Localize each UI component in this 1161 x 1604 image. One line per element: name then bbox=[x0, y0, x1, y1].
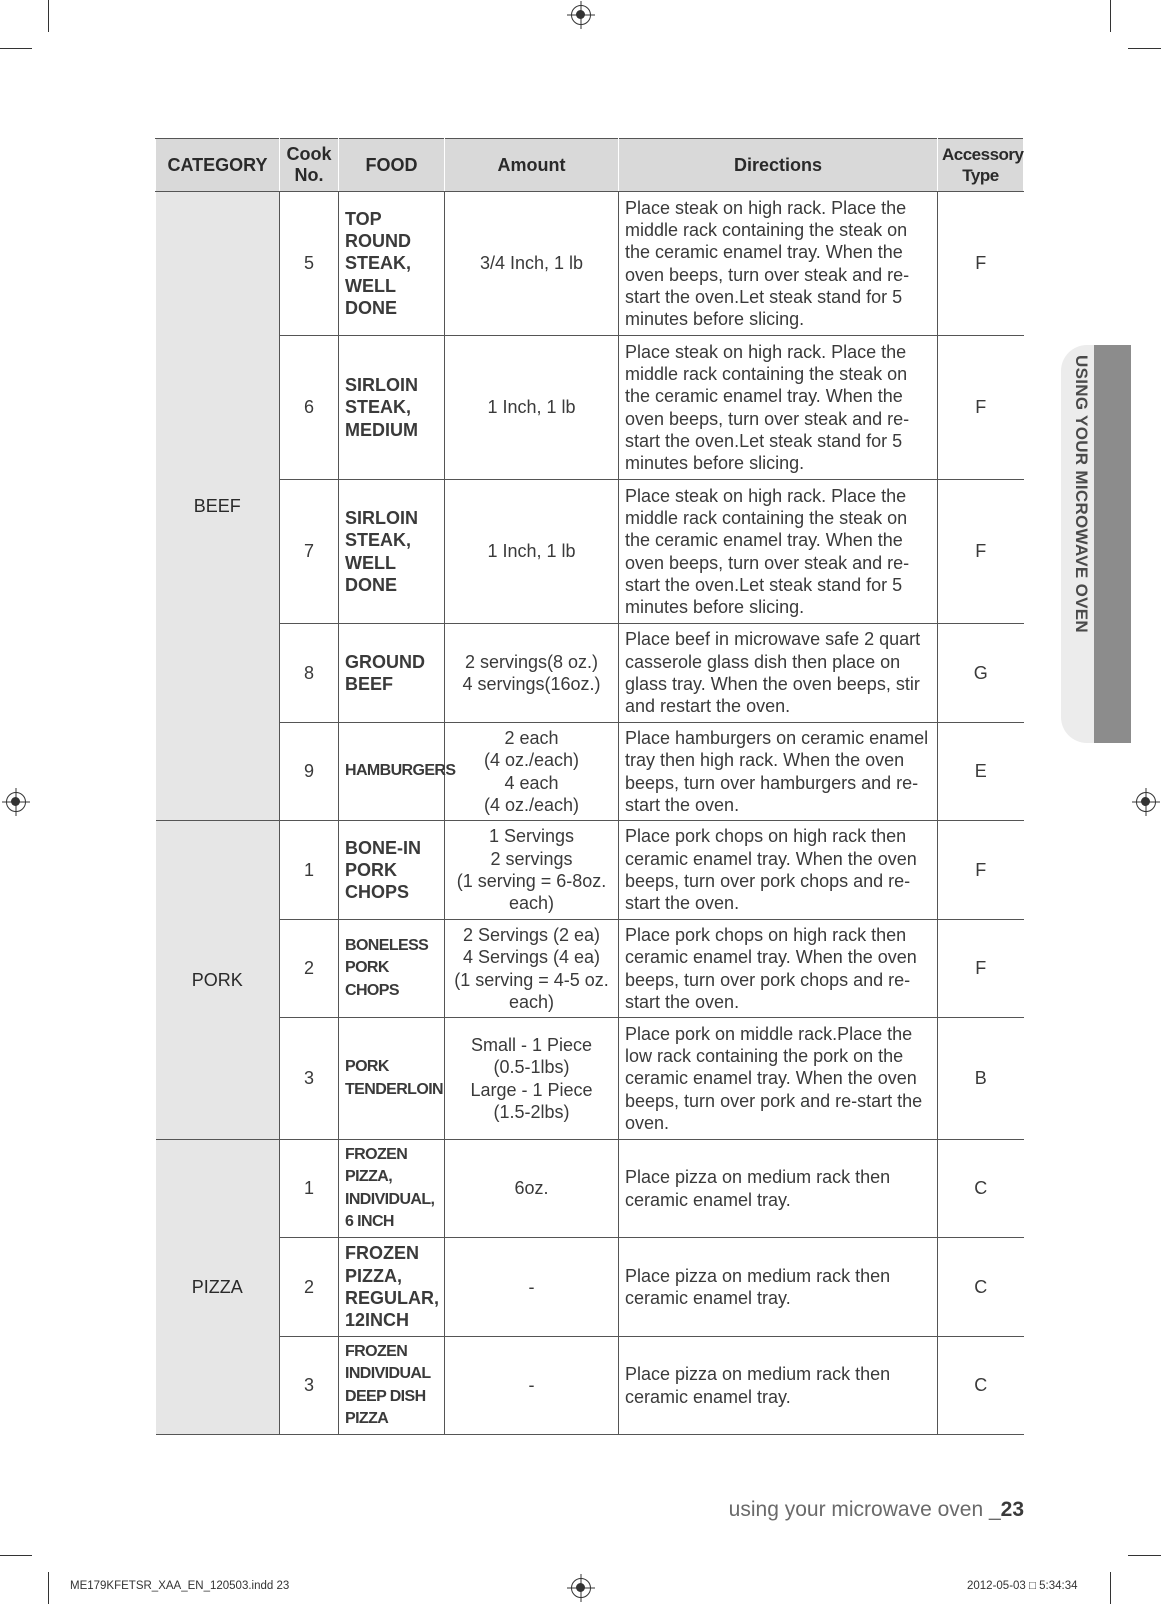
category-cell: PORK bbox=[156, 821, 280, 1140]
cook-number: 2 bbox=[280, 920, 339, 1018]
header-accessory-type: Accessory Type bbox=[938, 139, 1024, 192]
cook-number: 2 bbox=[280, 1238, 339, 1337]
registration-mark-icon bbox=[1136, 792, 1156, 812]
header-category: CATEGORY bbox=[156, 139, 280, 192]
directions: Place pork chops on high rack then ceramic enamel tray. When the oven beeps, turn over pork chops and re-start the oven. bbox=[619, 920, 938, 1018]
cook-number: 8 bbox=[280, 624, 339, 723]
food-name: HAMBURGERS bbox=[339, 723, 445, 821]
amount: 2 servings(8 oz.) 4 servings(16oz.) bbox=[445, 624, 619, 723]
table-row bbox=[156, 1140, 1024, 1238]
print-slug-date: 2012-05-03 □ 5:34:34 bbox=[967, 1580, 1078, 1592]
accessory-type: G bbox=[938, 624, 1024, 723]
amount: 1 Inch, 1 lb bbox=[445, 336, 619, 480]
table-row bbox=[156, 920, 1024, 1018]
table-row bbox=[156, 723, 1024, 821]
header-directions: Directions bbox=[619, 139, 938, 192]
header-cook-no: Cook No. bbox=[280, 139, 339, 192]
amount: - bbox=[445, 1337, 619, 1435]
cook-number: 7 bbox=[280, 480, 339, 624]
table-row bbox=[156, 1337, 1024, 1435]
registration-mark-icon bbox=[571, 5, 591, 25]
accessory-type: B bbox=[938, 1018, 1024, 1140]
cook-number: 5 bbox=[280, 192, 339, 336]
accessory-type: F bbox=[938, 920, 1024, 1018]
cook-number: 6 bbox=[280, 336, 339, 480]
food-name: SIRLOIN STEAK, WELL DONE bbox=[339, 480, 445, 624]
food-name: SIRLOIN STEAK, MEDIUM bbox=[339, 336, 445, 480]
amount: - bbox=[445, 1238, 619, 1337]
cook-number: 3 bbox=[280, 1337, 339, 1435]
amount: 6oz. bbox=[445, 1140, 619, 1238]
directions: Place pork chops on high rack then ceramic enamel tray. When the oven beeps, turn over pork chops and re-start the oven. bbox=[619, 821, 938, 920]
directions: Place steak on high rack. Place the middle rack containing the steak on the ceramic enamel tray. When the oven beeps, turn over steak and re-start the oven.Let steak stand for 5 minutes before slicing. bbox=[619, 336, 938, 480]
table-row bbox=[156, 336, 1024, 480]
directions: Place pizza on medium rack then ceramic enamel tray. bbox=[619, 1140, 938, 1238]
category-cell: PIZZA bbox=[156, 1140, 280, 1435]
accessory-type: E bbox=[938, 723, 1024, 821]
auto-cook-table bbox=[155, 138, 1024, 1435]
accessory-type: C bbox=[938, 1140, 1024, 1238]
cook-number: 1 bbox=[280, 821, 339, 920]
food-name: PORK TENDERLOIN bbox=[339, 1018, 445, 1140]
directions: Place hamburgers on ceramic enamel tray then high rack. When the oven beeps, turn over hamburgers and re-start the oven. bbox=[619, 723, 938, 821]
food-name: FROZEN INDIVIDUAL DEEP DISH PIZZA bbox=[339, 1337, 445, 1435]
accessory-type: C bbox=[938, 1337, 1024, 1435]
amount: 3/4 Inch, 1 lb bbox=[445, 192, 619, 336]
table-row bbox=[156, 1238, 1024, 1337]
amount: 1 Servings 2 servings (1 serving = 6-8oz. each) bbox=[445, 821, 619, 920]
accessory-type: F bbox=[938, 821, 1024, 920]
directions: Place pizza on medium rack then ceramic enamel tray. bbox=[619, 1238, 938, 1337]
food-name: FROZEN PIZZA, INDIVIDUAL, 6 INCH bbox=[339, 1140, 445, 1238]
food-name: BONELESS PORK CHOPS bbox=[339, 920, 445, 1018]
crop-mark bbox=[1110, 0, 1111, 32]
directions: Place beef in microwave safe 2 quart casserole glass dish then place on glass tray. When the oven beeps, stir and restart the oven. bbox=[619, 624, 938, 723]
footer-section-text: using your microwave oven _ bbox=[728, 1498, 1001, 1521]
crop-mark bbox=[48, 1572, 49, 1604]
registration-mark-icon bbox=[6, 792, 26, 812]
crop-mark bbox=[1128, 1555, 1161, 1556]
crop-mark bbox=[0, 1555, 32, 1556]
amount: Small - 1 Piece (0.5-1lbs) Large - 1 Piece (1.5-2lbs) bbox=[445, 1018, 619, 1140]
cook-number: 1 bbox=[280, 1140, 339, 1238]
amount: 2 Servings (2 ea) 4 Servings (4 ea) (1 serving = 4-5 oz. each) bbox=[445, 920, 619, 1018]
registration-mark-icon bbox=[571, 1578, 591, 1598]
side-tab-label: USING YOUR MICROWAVE OVEN bbox=[1072, 355, 1091, 633]
header-amount: Amount bbox=[445, 139, 619, 192]
accessory-type: F bbox=[938, 480, 1024, 624]
table-row bbox=[156, 1018, 1024, 1140]
table-header-row bbox=[156, 139, 1024, 192]
amount: 2 each (4 oz./each) 4 each (4 oz./each) bbox=[445, 723, 619, 821]
side-tab-bar bbox=[1094, 345, 1131, 743]
table-row bbox=[156, 480, 1024, 624]
cook-number: 9 bbox=[280, 723, 339, 821]
page-number: 23 bbox=[1000, 1498, 1024, 1521]
crop-mark bbox=[48, 0, 49, 32]
accessory-type: F bbox=[938, 336, 1024, 480]
table-row bbox=[156, 821, 1024, 920]
cook-number: 3 bbox=[280, 1018, 339, 1140]
amount: 1 Inch, 1 lb bbox=[445, 480, 619, 624]
crop-mark bbox=[1110, 1572, 1111, 1604]
section-side-tab bbox=[1061, 345, 1131, 743]
accessory-type: C bbox=[938, 1238, 1024, 1337]
crop-mark bbox=[0, 48, 32, 49]
directions: Place steak on high rack. Place the middle rack containing the steak on the ceramic enamel tray. When the oven beeps, turn over steak and re-start the oven.Let steak stand for 5 minutes before slicing. bbox=[619, 480, 938, 624]
table-row bbox=[156, 624, 1024, 723]
page-footer bbox=[729, 1498, 1024, 1522]
accessory-type: F bbox=[938, 192, 1024, 336]
crop-mark bbox=[1128, 48, 1161, 49]
directions: Place steak on high rack. Place the middle rack containing the steak on the ceramic enamel tray. When the oven beeps, turn over steak and re-start the oven.Let steak stand for 5 minutes before slicing. bbox=[619, 192, 938, 336]
category-cell: BEEF bbox=[156, 192, 280, 821]
food-name: BONE-IN PORK CHOPS bbox=[339, 821, 445, 920]
table-row bbox=[156, 192, 1024, 336]
food-name: TOP ROUND STEAK, WELL DONE bbox=[339, 192, 445, 336]
food-name: GROUND BEEF bbox=[339, 624, 445, 723]
directions: Place pork on middle rack.Place the low rack containing the pork on the ceramic enamel tray. When the oven beeps, turn over pork and re-start the oven. bbox=[619, 1018, 938, 1140]
food-name: FROZEN PIZZA, REGULAR, 12INCH bbox=[339, 1238, 445, 1337]
directions: Place pizza on medium rack then ceramic enamel tray. bbox=[619, 1337, 938, 1435]
print-slug-file: ME179KFETSR_XAA_EN_120503.indd 23 bbox=[70, 1580, 290, 1592]
header-food: FOOD bbox=[339, 139, 445, 192]
